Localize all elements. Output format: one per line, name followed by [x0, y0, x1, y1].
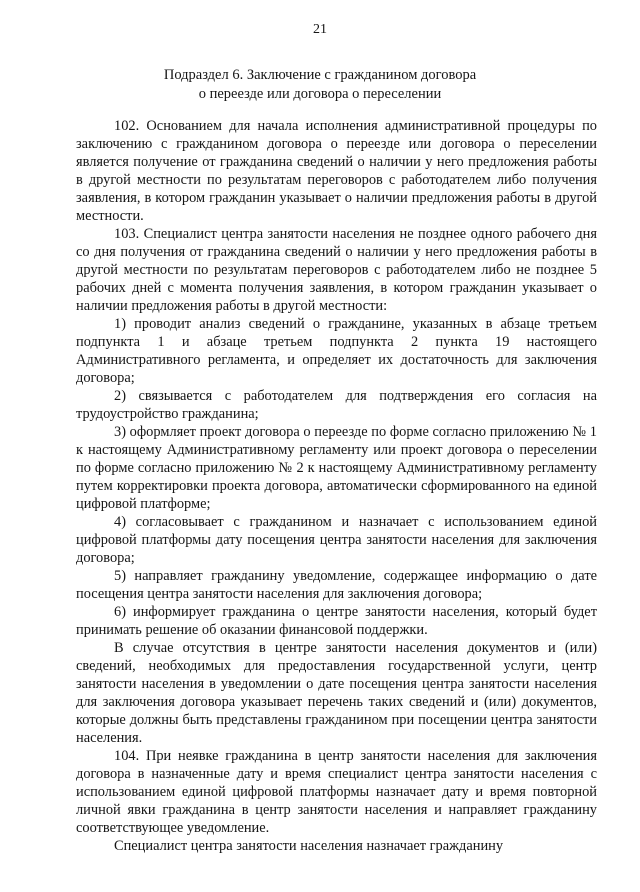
paragraph-missing-documents: В случае отсутствия в центре занятости населения документов и (или) сведений, необходимых для предоставления государственной услуги, центр занятости населения в уведомлении о дате посещения центра занятости населения для заключения договора указывает перечень таких сведений и (или) документов, которые должны быть представлены гражданином при посещении центра занятости населения. — [76, 640, 597, 746]
section-heading — [40, 66, 600, 104]
section-heading-line-1: Подраздел 6. Заключение с гражданином договора — [163, 67, 477, 83]
list-item-4: 4) согласовывает с гражданином и назначает с использованием единой цифровой платформы дату посещения центра занятости населения для заключения договора; — [76, 514, 597, 566]
list-item-2: 2) связывается с работодателем для подтверждения его согласия на трудоустройство гражданина; — [76, 388, 597, 422]
list-item-6: 6) информирует гражданина о центре занятости населения, который будет принимать решение об оказании финансовой поддержки. — [76, 604, 597, 638]
paragraph-102: 102. Основанием для начала исполнения административной процедуры по заключению с гражданином договора о переезде или договора о переселении является получение от гражданина сведений о наличии у него предложения работы в другой местности по результатам переговоров с работодателем либо получения заявления, в котором гражданин указывает о наличии предложения работы в другой местности. — [76, 118, 597, 224]
document-body — [76, 117, 597, 855]
paragraph-specialist-assigns: Специалист центра занятости населения назначает гражданину — [114, 838, 504, 854]
page-number: 21 — [313, 22, 327, 37]
list-item-5: 5) направляет гражданину уведомление, содержащее информацию о дате посещения центра занятости населения для заключения договора; — [76, 568, 597, 602]
list-item-1: 1) проводит анализ сведений о гражданине, указанных в абзаце третьем подпункта 1 и абзаце третьем подпункта 2 пункта 19 настоящего Административного регламента, и определяет их достаточность для заключения договора; — [76, 316, 597, 386]
section-heading-line-2: о переезде или договора о переселении — [198, 86, 442, 102]
list-item-3: 3) оформляет проект договора о переезде по форме согласно приложению № 1 к настоящему Административному регламенту или проект договора о переселении по форме согласно приложению № 2 к настоящему Административному регламенту путем корректировки проекта договора, автоматически сформированного на единой цифровой платформе; — [76, 424, 597, 512]
paragraph-104: 104. При неявке гражданина в центр занятости населения для заключения договора в назначенные дату и время специалист центра занятости населения с использованием единой цифровой платформы назначает дату и время повторной личной явки гражданина в центр занятости населения и направляет гражданину соответствующее уведомление. — [76, 748, 597, 836]
paragraph-103: 103. Специалист центра занятости населения не позднее одного рабочего дня со дня получения от гражданина сведений о наличии у него предложения работы в другой местности по результатам переговоров с работодателем либо не позднее 5 рабочих дней с момента получения заявления, в котором гражданин указывает о наличии предложения работы в другой местности: — [76, 226, 597, 314]
